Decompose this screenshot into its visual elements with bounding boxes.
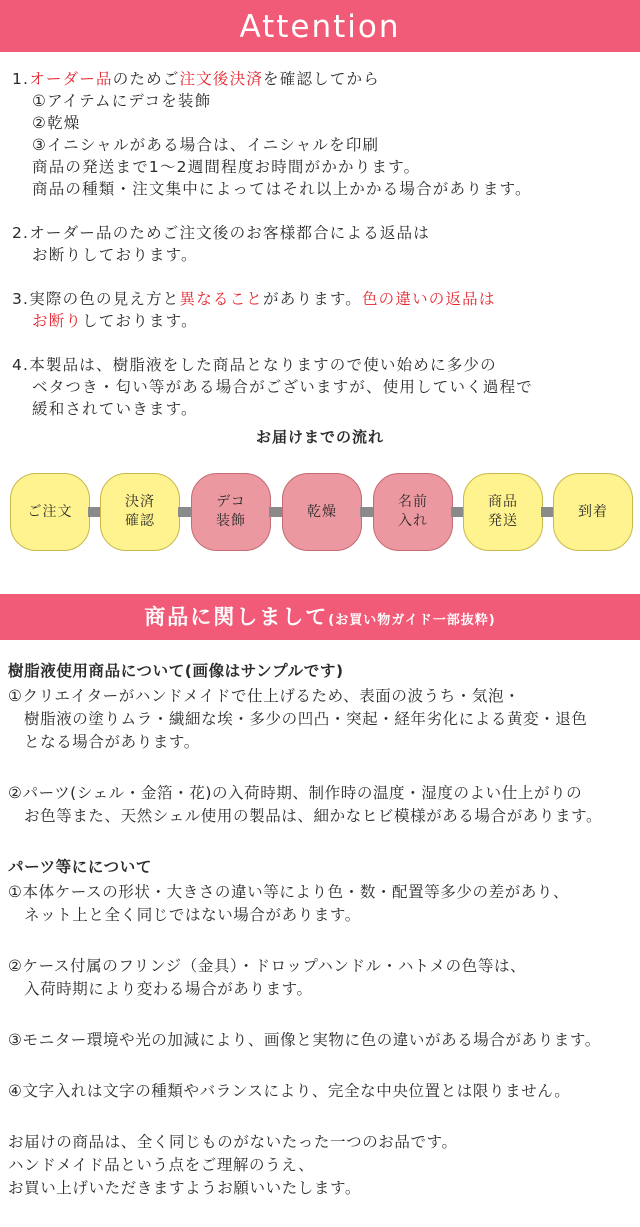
flow-step-3: デコ 装飾 (191, 473, 271, 551)
note-4 (12, 354, 636, 420)
highlight-text: お断り (32, 312, 83, 330)
guide-line: ネット上と全く同じではない場合があります。 (24, 906, 361, 924)
product-info-subtitle: (お買い物ガイド一部抜粋) (328, 613, 496, 628)
note-line (12, 90, 636, 112)
guide-line: 樹脂液の塗りムラ・繊細な埃・多少の凹凸・突起・経年劣化による黄変・退色 (24, 710, 588, 728)
guide-line: 入荷時期により変わる場合があります。 (24, 980, 313, 998)
guide-paragraph (8, 782, 638, 828)
highlight-text: オーダー品 (29, 70, 113, 88)
guide-paragraph (8, 955, 638, 1001)
product-info-banner (0, 594, 640, 640)
attention-title: Attention (239, 9, 401, 45)
note-text: 商品の種類・注文集中によってはそれ以上かかる場合があります。 (32, 180, 532, 198)
note-text: 4.本製品は、樹脂液をした商品となりますので使い始めに多少の (12, 356, 497, 374)
guide-line: お色等また、天然シェル使用の製品は、細かなヒビ模様がある場合があります。 (24, 807, 603, 825)
guide-line: お届けの商品は、全く同じものがないたった一つのお品です。 (8, 1133, 458, 1151)
note-line (12, 244, 636, 266)
note-text: 緩和されていきます。 (32, 400, 198, 418)
note-line (12, 288, 636, 310)
note-line (12, 354, 636, 376)
delivery-flow (0, 473, 640, 553)
note-line (12, 68, 636, 90)
flow-step-2: 決済 確認 (100, 473, 180, 551)
guide-paragraph (8, 856, 638, 927)
guide-line: お買い上げいただきますようお願いいたします。 (8, 1179, 361, 1197)
guide-line: ④文字入れは文字の種類やバランスにより、完全な中央位置とは限りません。 (8, 1082, 571, 1100)
guide-paragraph (8, 1080, 638, 1103)
note-line (12, 156, 636, 178)
note-text: 商品の発送まで1～2週間程度お時間がかかります。 (32, 158, 421, 176)
flow-step-4: 乾燥 (282, 473, 362, 551)
highlight-text: 異なること (179, 290, 264, 308)
note-line (12, 310, 636, 332)
note-line (12, 134, 636, 156)
guide-paragraph (8, 660, 638, 754)
guide-line: ②パーツ(シェル・金箔・花)の入荷時期、制作時の温度・湿度のよい仕上がりの (8, 784, 583, 802)
flow-step-6: 商品 発送 (463, 473, 543, 551)
highlight-text: 注文後決済 (179, 70, 264, 88)
note-text: 2.オーダー品のためご注文後のお客様都合による返品は (12, 224, 430, 242)
guide-line: ①本体ケースの形状・大きさの違い等により色・数・配置等多少の差があり、 (8, 883, 570, 901)
note-line (12, 376, 636, 398)
note-text: ③イニシャルがある場合は、イニシャルを印刷 (32, 136, 380, 154)
attention-notes (12, 68, 636, 442)
note-text: 1. (12, 70, 30, 88)
flow-step-7: 到着 (553, 473, 633, 551)
note-text: のためご (112, 70, 180, 88)
note-1 (12, 68, 636, 200)
guide-paragraph (8, 1029, 638, 1052)
guide-line: ①クリエイターがハンドメイドで仕上げるため、表面の波うち・気泡・ (8, 687, 521, 705)
note-2 (12, 222, 636, 266)
product-info-title: 商品に関しまして (144, 605, 329, 629)
guide-line: となる場合があります。 (24, 733, 200, 751)
note-text: ①アイテムにデコを装飾 (32, 92, 212, 110)
note-text: しております。 (82, 312, 198, 330)
note-3 (12, 288, 636, 332)
flow-step-1: ご注文 (10, 473, 90, 551)
note-text: があります。 (263, 290, 362, 308)
flow-title: お届けまでの流れ (255, 428, 384, 446)
guide-line: ハンドメイド品という点をご理解のうえ、 (8, 1156, 315, 1174)
note-text: お断りしております。 (32, 246, 198, 264)
note-line (12, 398, 636, 420)
note-text: ②乾燥 (32, 114, 81, 132)
note-line (12, 112, 636, 134)
note-line (12, 222, 636, 244)
highlight-text: 色の違いの返品は (361, 290, 496, 308)
note-text: 3.実際の色の見え方と (12, 290, 180, 308)
note-text: ベタつき・匂い等がある場合がございますが、使用していく過程で (32, 378, 534, 396)
guide-line: ③モニター環境や光の加減により、画像と実物に色の違いがある場合があります。 (8, 1031, 601, 1049)
note-line (12, 178, 636, 200)
flow-step-5: 名前 入れ (373, 473, 453, 551)
product-guide (8, 660, 638, 1227)
guide-line: ②ケース付属のフリンジ（金具）・ドロップハンドル・ハトメの色等は、 (8, 957, 527, 975)
guide-paragraph (8, 1131, 638, 1200)
guide-heading: 樹脂液使用商品について(画像はサンプルです) (8, 662, 344, 680)
note-text: を確認してから (263, 70, 380, 88)
guide-heading: パーツ等にについて (8, 858, 152, 876)
attention-banner (0, 0, 640, 52)
